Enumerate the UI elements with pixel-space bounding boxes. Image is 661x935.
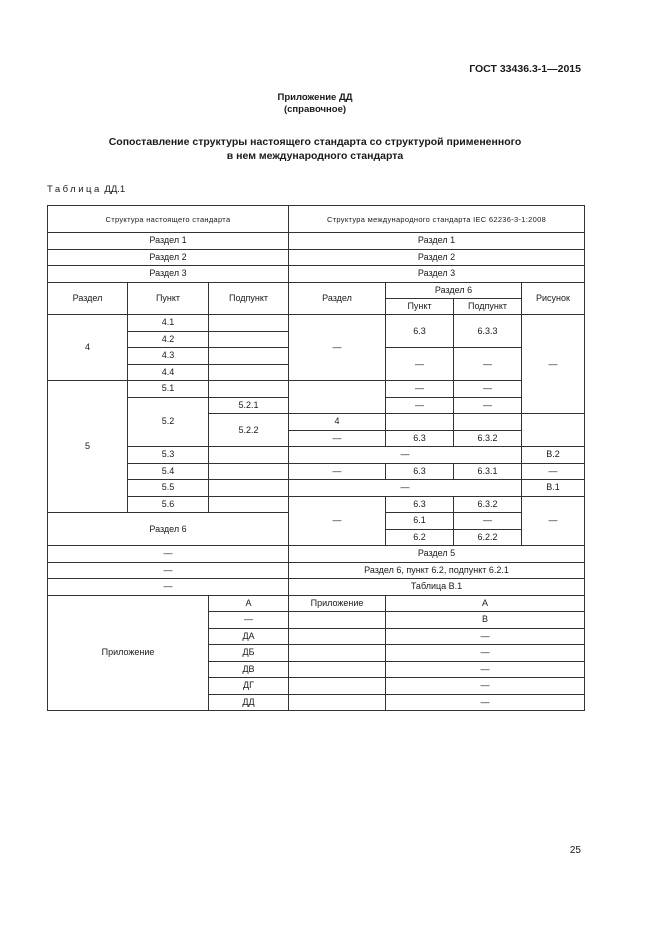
table-row: [48, 595, 585, 612]
table-cell: [289, 628, 386, 645]
comparison-table: [47, 205, 585, 711]
table-cell: —: [289, 315, 386, 381]
table-row: [48, 381, 585, 398]
appendix-subtitle: (справочное): [283, 104, 347, 115]
table-cell: Раздел 3: [48, 266, 289, 283]
table-cell: 6.3.2: [454, 496, 522, 513]
appendix-title: Приложение ДД: [277, 92, 353, 103]
header-punkt-intl: Пункт: [386, 299, 454, 315]
table-cell: [289, 612, 386, 629]
table-row: [48, 579, 585, 596]
table-cell: Раздел 2: [289, 249, 585, 266]
table-cell: 6.1: [386, 513, 454, 530]
table-cell: 6.2: [386, 529, 454, 546]
table-cell: [289, 661, 386, 678]
table-cell: —: [289, 463, 386, 480]
table-row: [48, 266, 585, 283]
table-row: [48, 233, 585, 250]
table-cell: [209, 348, 289, 365]
table-cell: [209, 480, 289, 497]
table-cell: [209, 364, 289, 381]
table-cell: 5.1: [128, 381, 209, 398]
table-cell: 4.4: [128, 364, 209, 381]
table-cell: —: [522, 496, 585, 546]
table-cell: Раздел 5: [289, 546, 585, 563]
table-cell: —: [289, 447, 522, 464]
table-cell: Таблица B.1: [289, 579, 585, 596]
table-row: [48, 546, 585, 563]
table-cell: [209, 496, 289, 513]
table-cell: [209, 315, 289, 332]
table-cell: 6.3: [386, 430, 454, 447]
table-cell: Раздел 1: [289, 233, 585, 250]
table-cell: [289, 381, 386, 414]
page-title-line-1: Сопоставление структуры настоящего стандарта со структурой примененного: [108, 136, 522, 148]
table-cell: Раздел 6, пункт 6.2, подпункт 6.2.1: [289, 562, 585, 579]
header-punkt: Пункт: [128, 282, 209, 315]
table-cell: Раздел 3: [289, 266, 585, 283]
table-cell: —: [454, 381, 522, 398]
table-row: [48, 463, 585, 480]
table-row: [48, 315, 585, 332]
table-cell: [209, 331, 289, 348]
table-cell: —: [454, 513, 522, 530]
table-cell: —: [386, 397, 454, 414]
table-cell: ДГ: [209, 678, 289, 695]
table-cell: 6.3.2: [454, 430, 522, 447]
header-podpunkt: Подпункт: [209, 282, 289, 315]
column-group-national: Структура настоящего стандарта: [48, 206, 289, 233]
table-row: [48, 206, 585, 233]
table-cell: 5.2.2: [209, 414, 289, 447]
table-cell: —: [289, 430, 386, 447]
table-cell: 4.3: [128, 348, 209, 365]
header-risunok: Рисунок: [522, 282, 585, 315]
table-cell: B.2: [522, 447, 585, 464]
table-caption: [47, 184, 125, 195]
table-cell: 6.3.1: [454, 463, 522, 480]
table-cell: —: [386, 348, 454, 381]
table-cell: 4.1: [128, 315, 209, 332]
document-id: ГОСТ 33436.3-1—2015: [469, 63, 581, 75]
table-cell: —: [386, 694, 585, 711]
table-cell: —: [289, 480, 522, 497]
table-caption-prefix: Таблица: [47, 184, 102, 195]
table-cell: A: [209, 595, 289, 612]
table-cell: —: [48, 546, 289, 563]
table-cell: 4.2: [128, 331, 209, 348]
table-cell: —: [48, 562, 289, 579]
table-cell: 6.3: [386, 463, 454, 480]
page-title-line-2: в нем международного стандарта: [226, 150, 404, 162]
table-cell: —: [289, 496, 386, 546]
table-cell: 6.3.3: [454, 315, 522, 348]
table-cell: 6.3: [386, 315, 454, 348]
table-cell: —: [522, 315, 585, 414]
table-cell: —: [522, 463, 585, 480]
page-number: 25: [569, 845, 581, 856]
table-cell: Приложение: [48, 595, 209, 711]
table-cell: 5.3: [128, 447, 209, 464]
page-title: [0, 135, 630, 163]
table-cell: —: [386, 661, 585, 678]
table-row: [48, 496, 585, 513]
table-cell: —: [386, 678, 585, 695]
table-cell: 5.2: [128, 397, 209, 447]
table-cell: —: [386, 381, 454, 398]
table-row: [48, 249, 585, 266]
table-cell: [454, 414, 522, 431]
table-cell: —: [386, 645, 585, 662]
table-cell: 5.2.1: [209, 397, 289, 414]
table-header-row: [48, 282, 585, 299]
table-cell: [209, 463, 289, 480]
table-row: [48, 480, 585, 497]
table-cell: —: [454, 397, 522, 414]
table-cell: 5.6: [128, 496, 209, 513]
table-cell: [522, 414, 585, 447]
table-cell: 4: [48, 315, 128, 381]
table-cell: Раздел 6: [48, 513, 289, 546]
table-cell: ДД: [209, 694, 289, 711]
table-row: [48, 562, 585, 579]
table-row: [48, 447, 585, 464]
table-caption-number: ДД.1: [101, 184, 126, 195]
table-cell: B: [386, 612, 585, 629]
table-cell: Раздел 2: [48, 249, 289, 266]
table-cell: Раздел 1: [48, 233, 289, 250]
table-cell: 5.4: [128, 463, 209, 480]
table-cell: [386, 414, 454, 431]
table-cell: —: [386, 628, 585, 645]
header-razdel: Раздел: [48, 282, 128, 315]
table-cell: ДБ: [209, 645, 289, 662]
column-group-international: Структура международного стандарта IEC 62236-3-1:2008: [289, 206, 585, 233]
table-cell: [289, 645, 386, 662]
table-cell: 6.2.2: [454, 529, 522, 546]
table-cell: 5.5: [128, 480, 209, 497]
table-cell: 5: [48, 381, 128, 513]
table-cell: B.1: [522, 480, 585, 497]
table-cell: [289, 678, 386, 695]
table-cell: ДВ: [209, 661, 289, 678]
table-cell: Приложение: [289, 595, 386, 612]
header-razdel-6: Раздел 6: [386, 282, 522, 299]
appendix-heading: [0, 92, 630, 116]
table-cell: —: [454, 348, 522, 381]
table-cell: —: [48, 579, 289, 596]
table-cell: [209, 381, 289, 398]
table-cell: [209, 447, 289, 464]
header-podpunkt-intl: Подпункт: [454, 299, 522, 315]
table-cell: 4: [289, 414, 386, 431]
table-cell: ДА: [209, 628, 289, 645]
header-razdel-intl: Раздел: [289, 282, 386, 315]
table-cell: —: [209, 612, 289, 629]
table-cell: [289, 694, 386, 711]
table-cell: A: [386, 595, 585, 612]
table-cell: 6.3: [386, 496, 454, 513]
